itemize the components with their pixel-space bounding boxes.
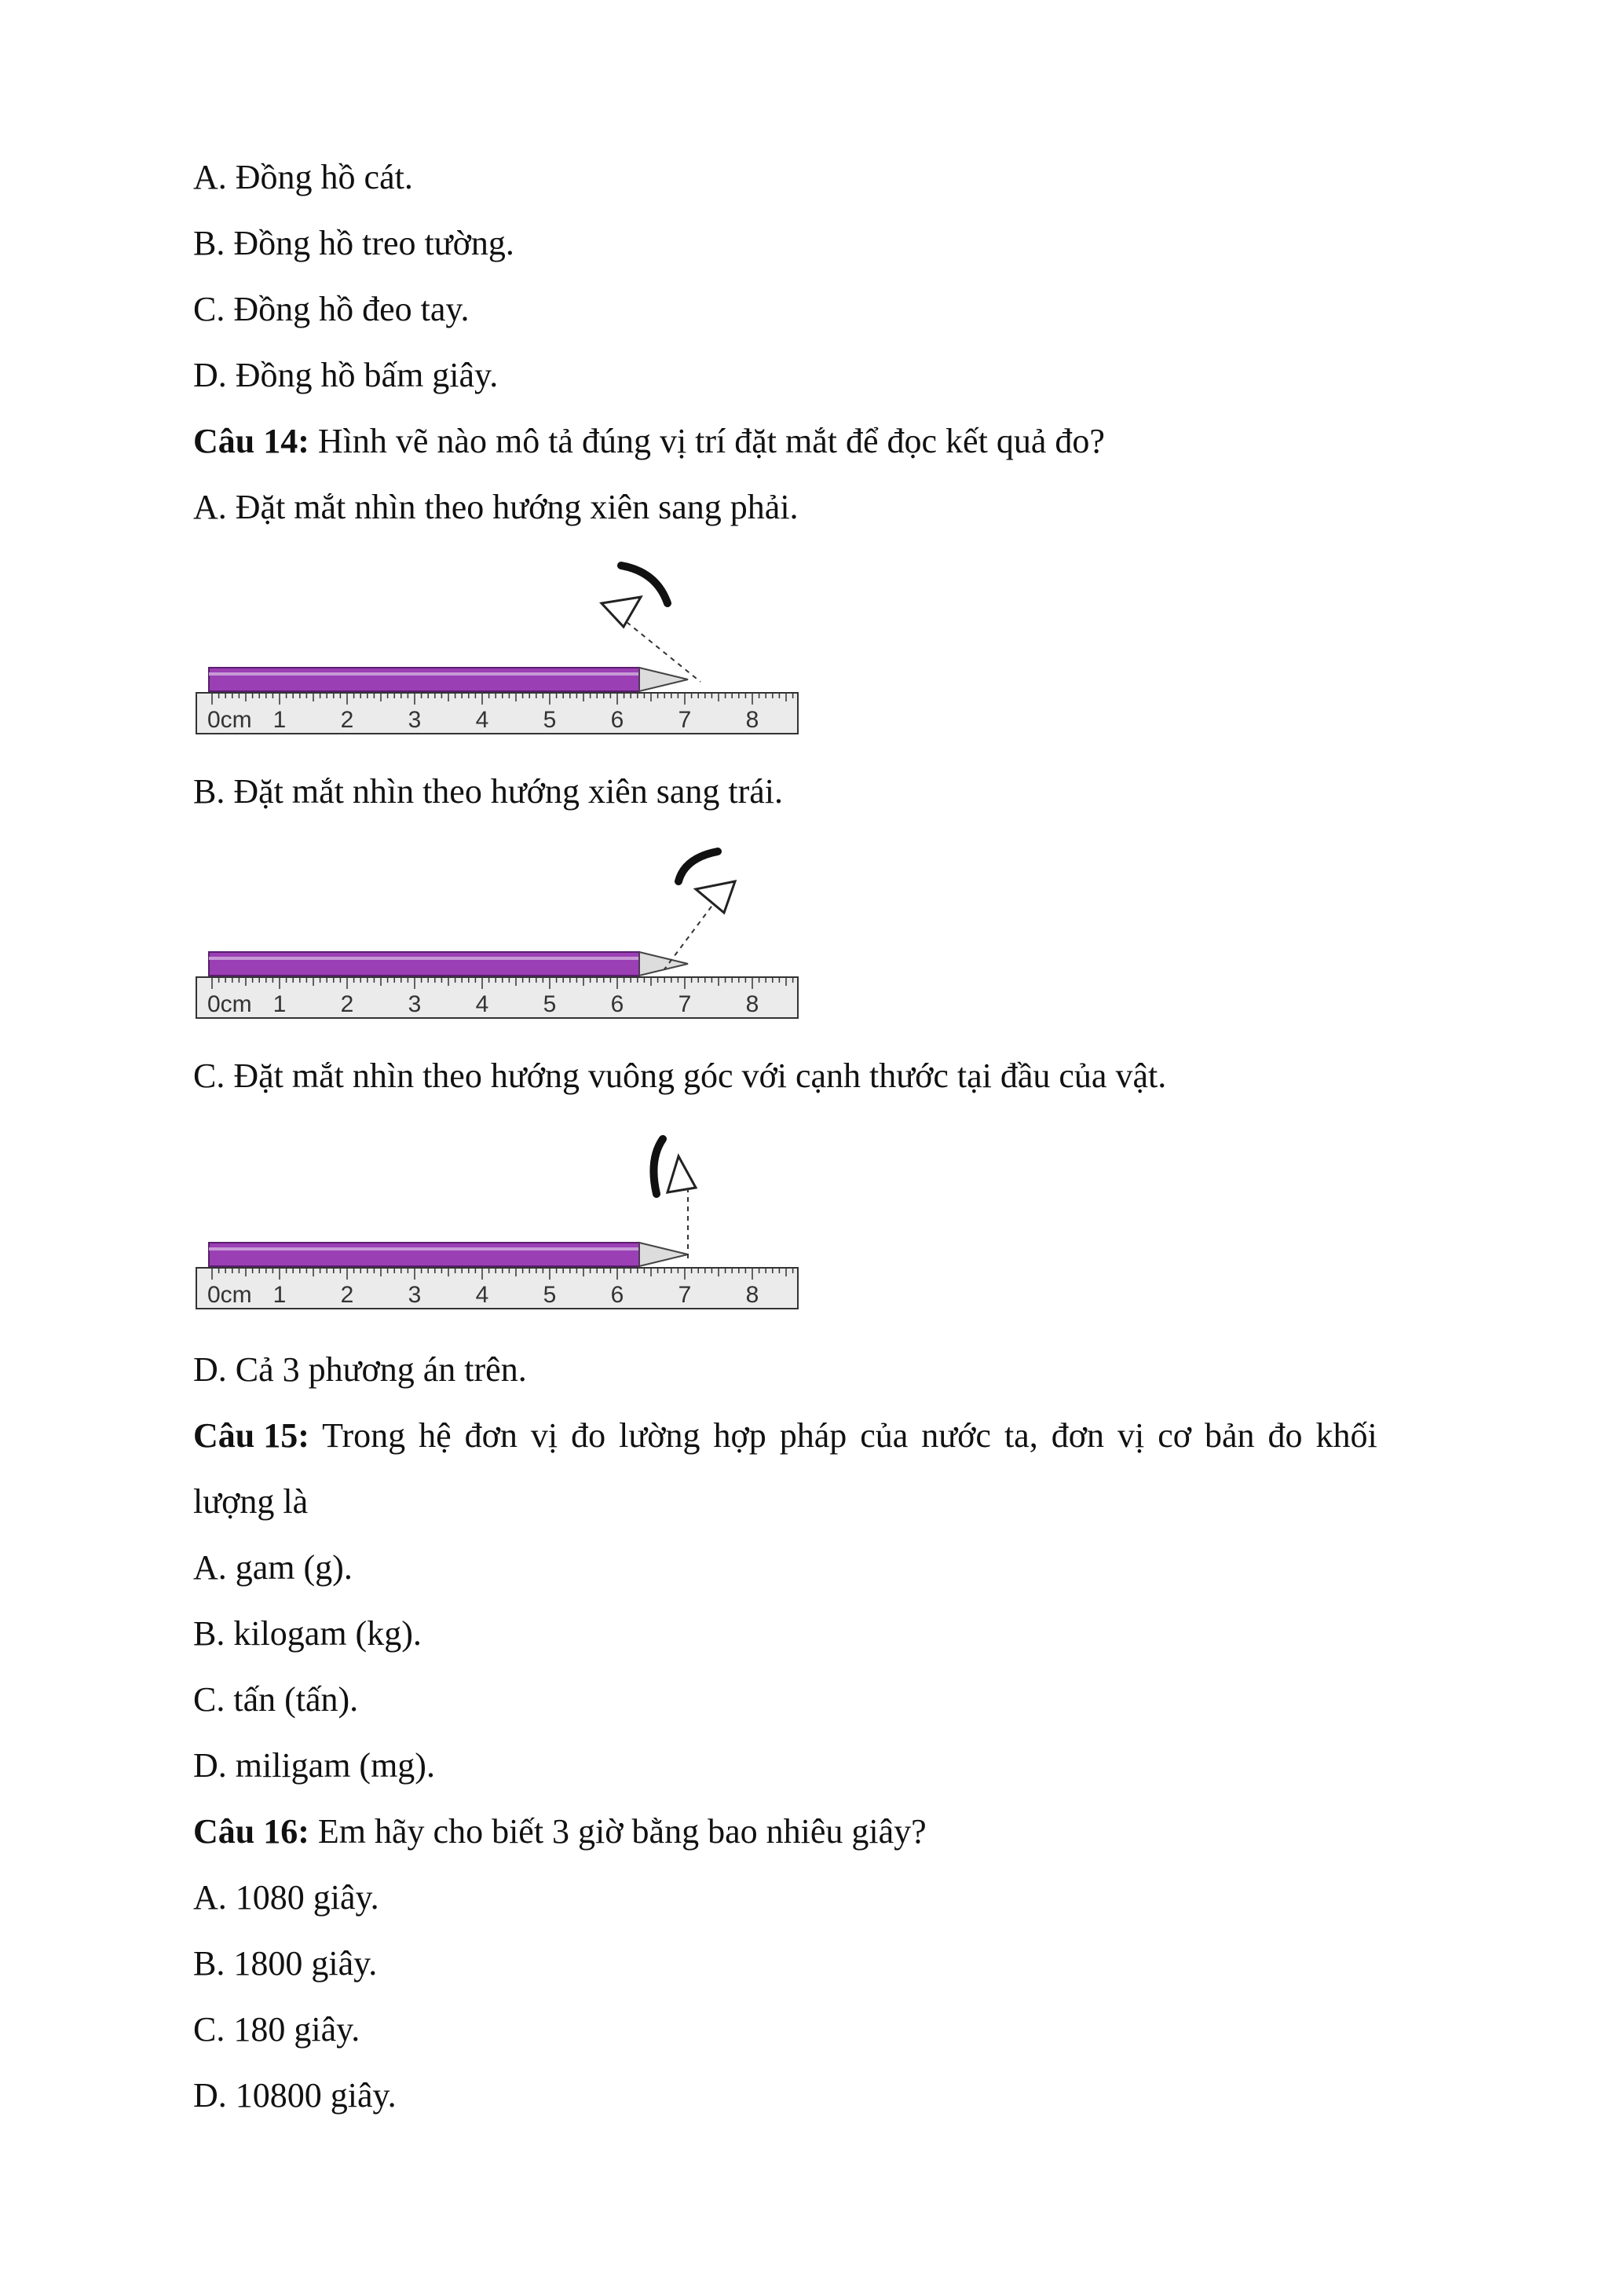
ruler <box>196 977 798 1018</box>
q14-option-d: D. Cả 3 phương án trên. <box>193 1350 527 1389</box>
ruler-label: 2 <box>340 707 354 733</box>
q15-question-line1 <box>193 1414 1473 1458</box>
ruler-label: 3 <box>408 707 422 733</box>
ruler <box>196 1268 798 1309</box>
q14-question <box>193 419 1105 463</box>
figure-eye-left-oblique <box>193 834 806 1023</box>
q13-option-b: B. Đồng hồ treo tường. <box>193 224 514 262</box>
ruler-label: 0cm <box>207 991 252 1017</box>
q13-option-c: C. Đồng hồ đeo tay. <box>193 290 470 328</box>
q15-label: Câu 15: <box>193 1416 309 1455</box>
ruler-label: 5 <box>543 991 557 1017</box>
figure-eye-perpendicular <box>193 1125 806 1313</box>
q13-option-d: D. Đồng hồ bấm giây. <box>193 356 499 394</box>
ruler-label: 6 <box>610 1282 624 1308</box>
eye-icon <box>602 566 700 682</box>
q16-option-c: C. 180 giây. <box>193 2010 360 2049</box>
q16-question <box>193 1810 927 1854</box>
q14-option-c: C. Đặt mắt nhìn theo hướng vuông góc với cạnh thước tại đầu của vật. <box>193 1056 1167 1095</box>
q14-text: Hình vẽ nào mô tả đúng vị trí đặt mắt để đọc kết quả đo? <box>309 422 1105 460</box>
ruler-label: 5 <box>543 1282 557 1308</box>
ruler-label: 7 <box>678 991 692 1017</box>
ruler-label: 2 <box>340 991 354 1017</box>
q15-text-line1: Trong hệ đơn vị đo lường hợp pháp của nước ta, đơn vị cơ bản đo khối <box>309 1416 1377 1455</box>
q16-option-a: A. 1080 giây. <box>193 1878 379 1917</box>
ruler-label: 7 <box>678 1282 692 1308</box>
eye-icon <box>664 851 735 969</box>
figure-eye-right-oblique <box>193 550 806 738</box>
ruler-label: 1 <box>272 1282 287 1308</box>
eye-icon <box>653 1139 696 1260</box>
ruler-label: 8 <box>745 1282 759 1308</box>
q14-label: Câu 14: <box>193 422 309 460</box>
q16-option-b: B. 1800 giây. <box>193 1944 378 1983</box>
ruler-label: 0cm <box>207 707 252 733</box>
q15-question-line2: lượng là <box>193 1482 309 1521</box>
q14-option-a: A. Đặt mắt nhìn theo hướng xiên sang phải. <box>193 488 799 526</box>
pencil <box>209 1243 688 1266</box>
ruler-label: 3 <box>408 1282 422 1308</box>
ruler-label: 4 <box>475 1282 489 1308</box>
q15-option-b: B. kilogam (kg). <box>193 1614 422 1653</box>
q15-option-a: A. gam (g). <box>193 1548 353 1587</box>
ruler-label: 2 <box>340 1282 354 1308</box>
ruler-label: 3 <box>408 991 422 1017</box>
q15-option-d: D. miligam (mg). <box>193 1746 435 1785</box>
q16-text: Em hãy cho biết 3 giờ bằng bao nhiêu giây? <box>309 1812 927 1851</box>
ruler-label: 4 <box>475 707 489 733</box>
pencil <box>209 668 688 691</box>
q16-label: Câu 16: <box>193 1812 309 1851</box>
q16-option-d: D. 10800 giây. <box>193 2076 397 2115</box>
ruler-label: 6 <box>610 991 624 1017</box>
q13-option-a: A. Đồng hồ cát. <box>193 158 413 196</box>
ruler <box>196 693 798 734</box>
q15-option-c: C. tấn (tấn). <box>193 1680 359 1719</box>
ruler-label: 0cm <box>207 1282 252 1308</box>
q14-option-b: B. Đặt mắt nhìn theo hướng xiên sang trái. <box>193 772 783 811</box>
ruler-label: 7 <box>678 707 692 733</box>
ruler-label: 6 <box>610 707 624 733</box>
ruler-label: 1 <box>272 991 287 1017</box>
ruler-label: 1 <box>272 707 287 733</box>
ruler-label: 5 <box>543 707 557 733</box>
ruler-label: 8 <box>745 991 759 1017</box>
ruler-label: 4 <box>475 991 489 1017</box>
ruler-label: 8 <box>745 707 759 733</box>
pencil <box>209 952 688 976</box>
